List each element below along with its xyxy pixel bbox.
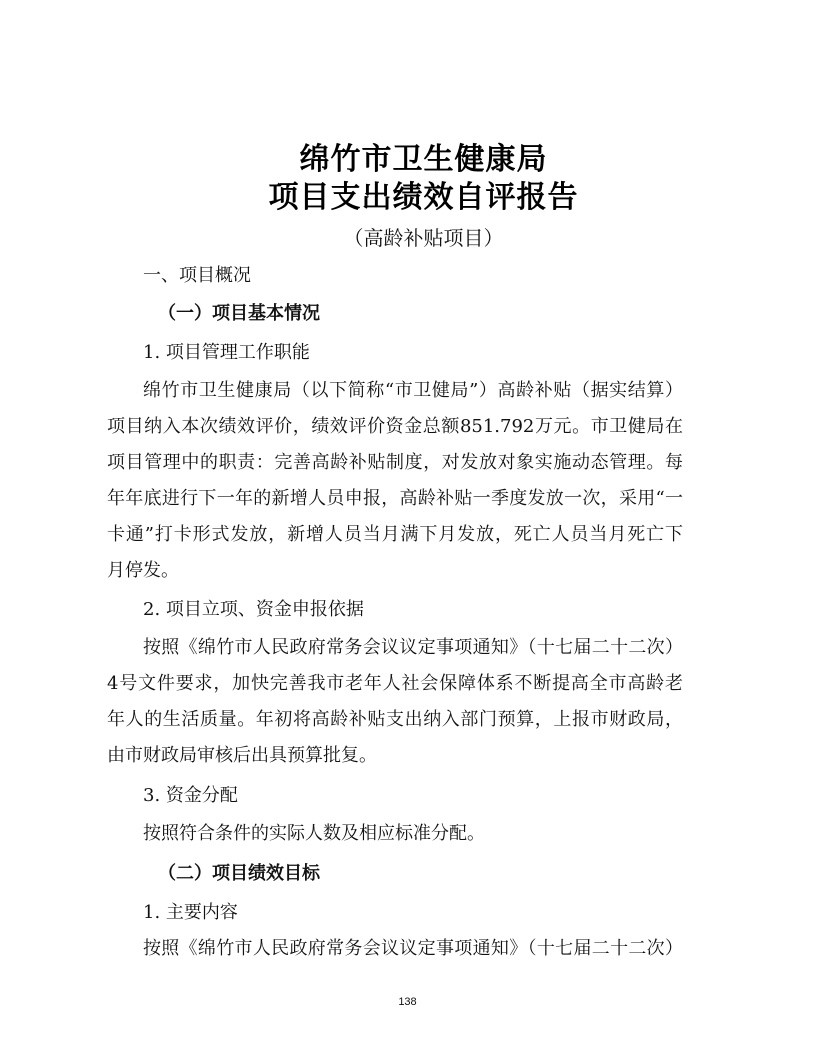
- paragraph-line: 月停发。: [107, 560, 179, 581]
- paragraph-line: 由市财政局审核后出具预算批复。: [107, 745, 377, 766]
- item-heading-4: 1. 主要内容: [143, 902, 238, 923]
- paragraph-line: 4号文件要求，加快完善我市老年人社会保障体系不断提高全市高龄老: [107, 673, 683, 694]
- item-heading-3: 3. 资金分配: [143, 785, 238, 806]
- subsection-heading-2: （二）项目绩效目标: [158, 863, 320, 884]
- subsection-heading-1: （一）项目基本情况: [158, 303, 320, 324]
- paragraph-line: 年年底进行下一年的新增人员申报，高龄补贴一季度发放一次，采用“一: [107, 488, 683, 509]
- paragraph-line: 按照《绵竹市人民政府常务会议议定事项通知》（十七届二十二次）: [143, 938, 683, 959]
- page-number: 138: [398, 996, 417, 1008]
- item-heading-1: 1. 项目管理工作职能: [143, 342, 310, 363]
- document-title-line2: 项目支出绩效自评报告: [268, 180, 579, 215]
- section-heading-1: 一、项目概况: [143, 265, 251, 286]
- paragraph-line: 年人的生活质量。年初将高龄补贴支出纳入部门预算，上报市财政局，: [107, 709, 683, 730]
- document-title-line1: 绵竹市卫生健康局: [299, 142, 548, 177]
- paragraph-line: 卡通”打卡形式发放，新增人员当月满下月发放，死亡人员当月死亡下: [107, 524, 683, 545]
- paragraph-line: 绵竹市卫生健康局（以下简称“市卫健局”）高龄补贴（据实结算）: [143, 380, 683, 401]
- paragraph-line: 项目管理中的职责：完善高龄补贴制度，对发放对象实施动态管理。每: [107, 452, 683, 473]
- item-heading-2: 2. 项目立项、资金申报依据: [143, 599, 364, 620]
- paragraph-line: 按照《绵竹市人民政府常务会议议定事项通知》（十七届二十二次）: [143, 637, 683, 658]
- paragraph-line: 按照符合条件的实际人数及相应标准分配。: [143, 823, 485, 844]
- document-subtitle: （高龄补贴项目）: [343, 226, 504, 250]
- paragraph-line: 项目纳入本次绩效评价，绩效评价资金总额851.792万元。市卫健局在: [107, 416, 683, 437]
